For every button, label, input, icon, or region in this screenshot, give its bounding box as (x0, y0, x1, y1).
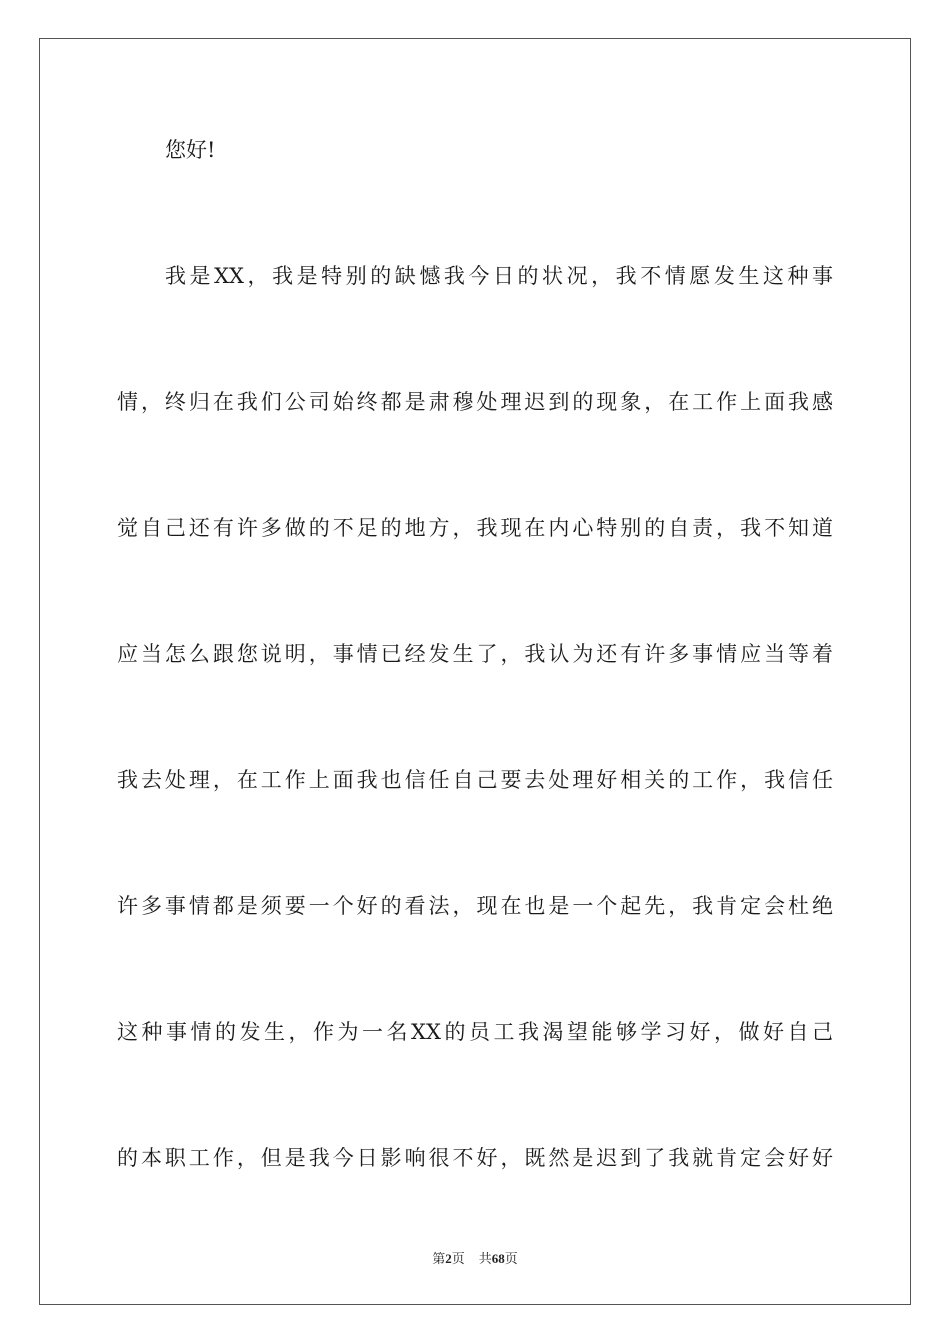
paragraph-line-6: 许多事情都是须要一个好的看法，现在也是一个起先，我肯定会杜绝 (117, 894, 833, 918)
paragraph-line-3: 觉自己还有许多做的不足的地方，我现在内心特别的自责，我不知道 (117, 516, 833, 540)
paragraph-line-4: 应当怎么跟您说明，事情已经发生了，我认为还有许多事情应当等着 (117, 642, 833, 666)
paragraph-line-1: 我是XX，我是特别的缺憾我今日的状况，我不情愿发生这种事 (165, 264, 833, 288)
page-footer (0, 1248, 950, 1267)
paragraph-line-5: 我去处理，在工作上面我也信任自己要去处理好相关的工作，我信任 (117, 768, 833, 792)
total-prefix: 共 (478, 1251, 492, 1266)
page-prefix: 第 (432, 1251, 446, 1266)
greeting-text: 您好! (165, 138, 216, 162)
paragraph-line-8: 的本职工作，但是我今日影响很不好，既然是迟到了我就肯定会好好 (117, 1146, 833, 1170)
current-page-number: 2 (445, 1251, 452, 1266)
page-suffix: 页 (451, 1251, 465, 1266)
paragraph-line-7: 这种事情的发生，作为一名XX的员工我渴望能够学习好，做好自己 (117, 1020, 833, 1044)
paragraph-line-2: 情，终归在我们公司始终都是肃穆处理迟到的现象，在工作上面我感 (117, 390, 833, 414)
total-page-count: 68 (491, 1251, 505, 1266)
page-border (39, 38, 911, 1305)
total-suffix: 页 (504, 1251, 518, 1266)
